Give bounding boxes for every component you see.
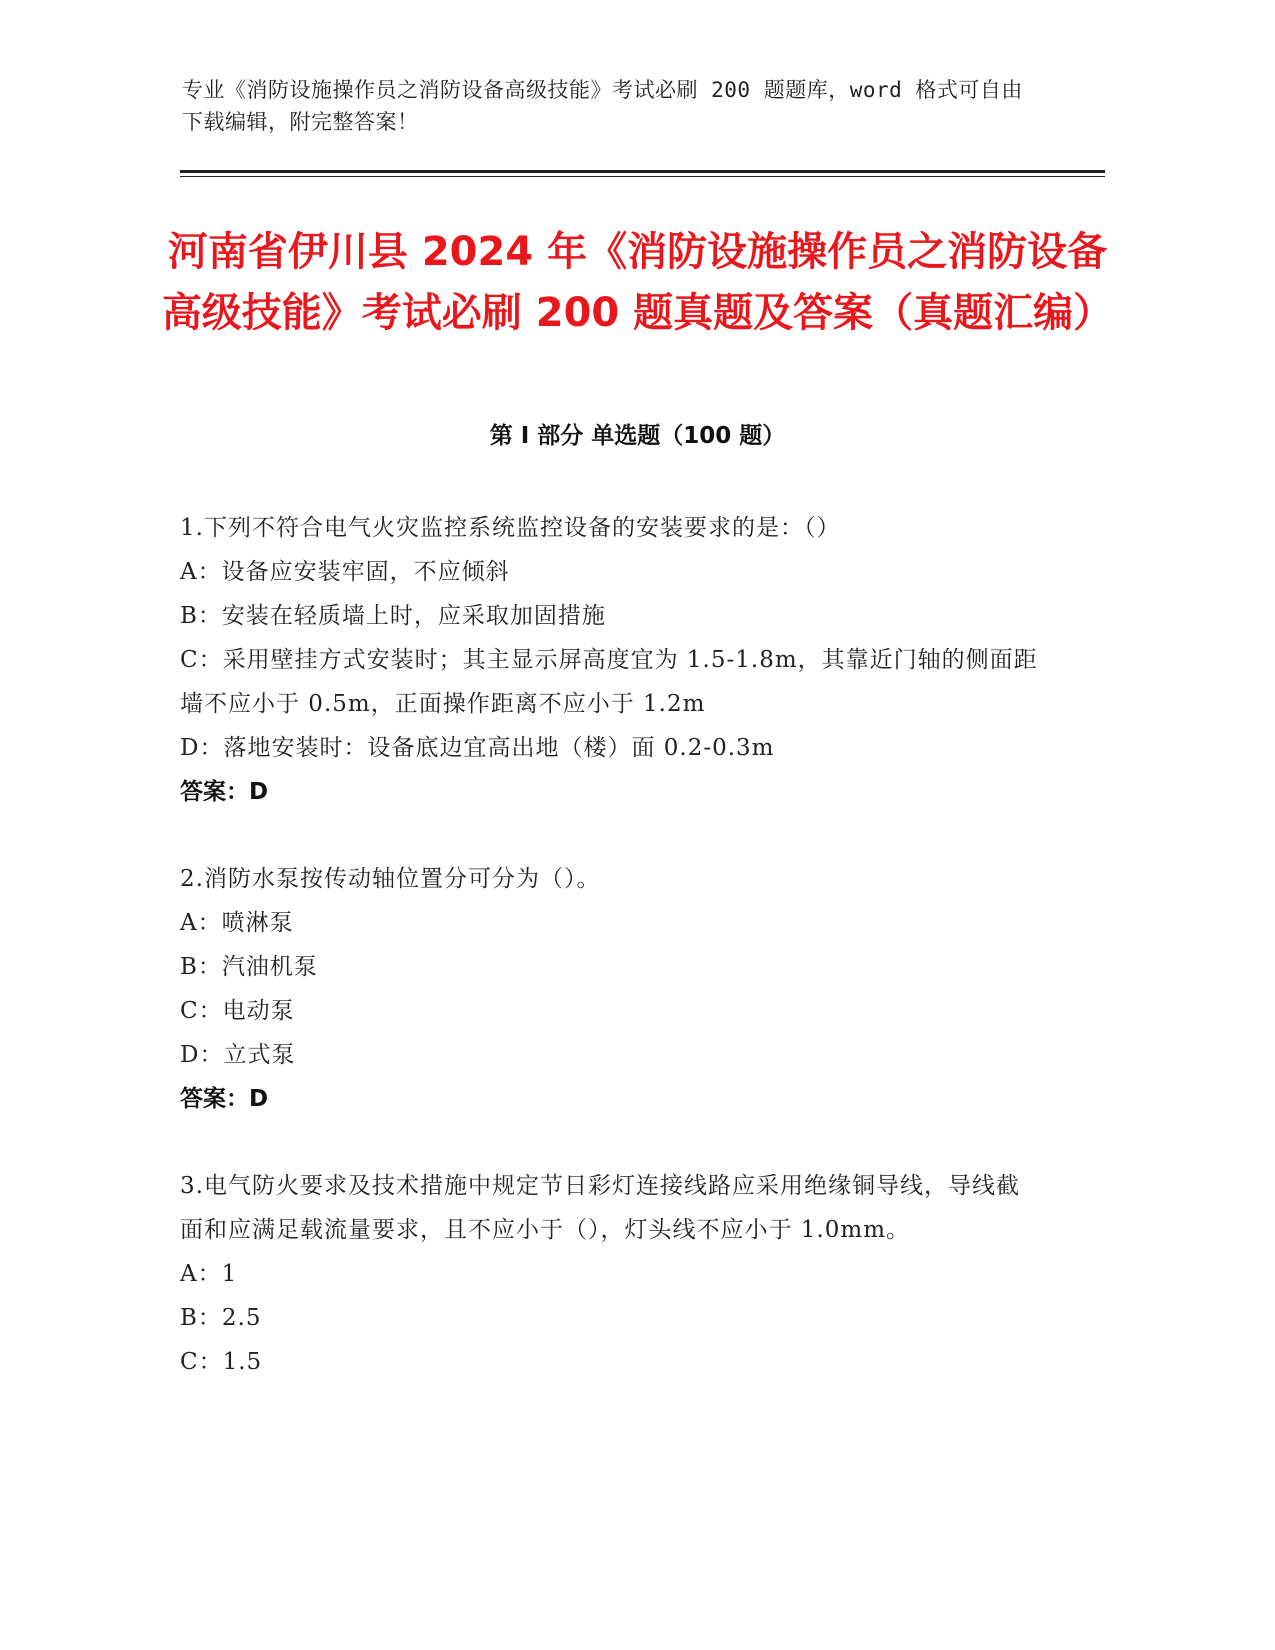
option-d: D：立式泵 [180, 1042, 296, 1068]
option-c: C：1.5 [180, 1349, 263, 1375]
question-1 [180, 506, 1040, 814]
option-a: A：喷淋泵 [180, 910, 294, 936]
question-stem: 1.下列不符合电气火灾监控系统监控设备的安装要求的是：（） [180, 515, 841, 541]
option-b: B：2.5 [180, 1305, 262, 1331]
question-list [180, 506, 1040, 1384]
option-a: A：设备应安装牢固，不应倾斜 [180, 559, 510, 585]
section-title: 第 I 部分 单选题（100 题） [489, 423, 786, 449]
header-note: 专业《消防设施操作员之消防设备高级技能》考试必刷 200 题题库，word 格式可自由下载编辑，附完整答案！ [182, 78, 1023, 134]
answer: 答案：D [180, 779, 269, 805]
option-b: B：安装在轻质墙上时，应采取加固措施 [180, 603, 606, 629]
question-stem: 2.消防水泵按传动轴位置分可分为（）。 [180, 866, 601, 892]
option-c: C：电动泵 [180, 998, 295, 1024]
option-c: C：采用壁挂方式安装时；其主显示屏高度宜为 1.5-1.8m，其靠近门轴的侧面距墙不应小于 0.5m，正面操作距离不应小于 1.2m [180, 647, 1038, 717]
question-stem: 3.电气防火要求及技术措施中规定节日彩灯连接线路应采用绝缘铜导线，导线截面和应满足载流量要求，且不应小于（），灯头线不应小于 1.0mm。 [180, 1173, 1020, 1243]
header-rule-thick [180, 170, 1105, 173]
option-a: A：1 [180, 1261, 238, 1287]
question-2 [180, 857, 1040, 1121]
answer: 答案：D [180, 1086, 269, 1112]
option-b: B：汽油机泵 [180, 954, 318, 980]
question-3 [180, 1164, 1040, 1384]
question-spacer [180, 1121, 1040, 1164]
option-d: D：落地安装时：设备底边宜高出地（楼）面 0.2-0.3m [180, 735, 775, 761]
document-title: 河南省伊川县 2024 年《消防设施操作员之消防设备高级技能》考试必刷 200 题真题及答案（真题汇编） [161, 229, 1114, 336]
header-rule-thin [180, 176, 1105, 177]
question-spacer [180, 814, 1040, 857]
